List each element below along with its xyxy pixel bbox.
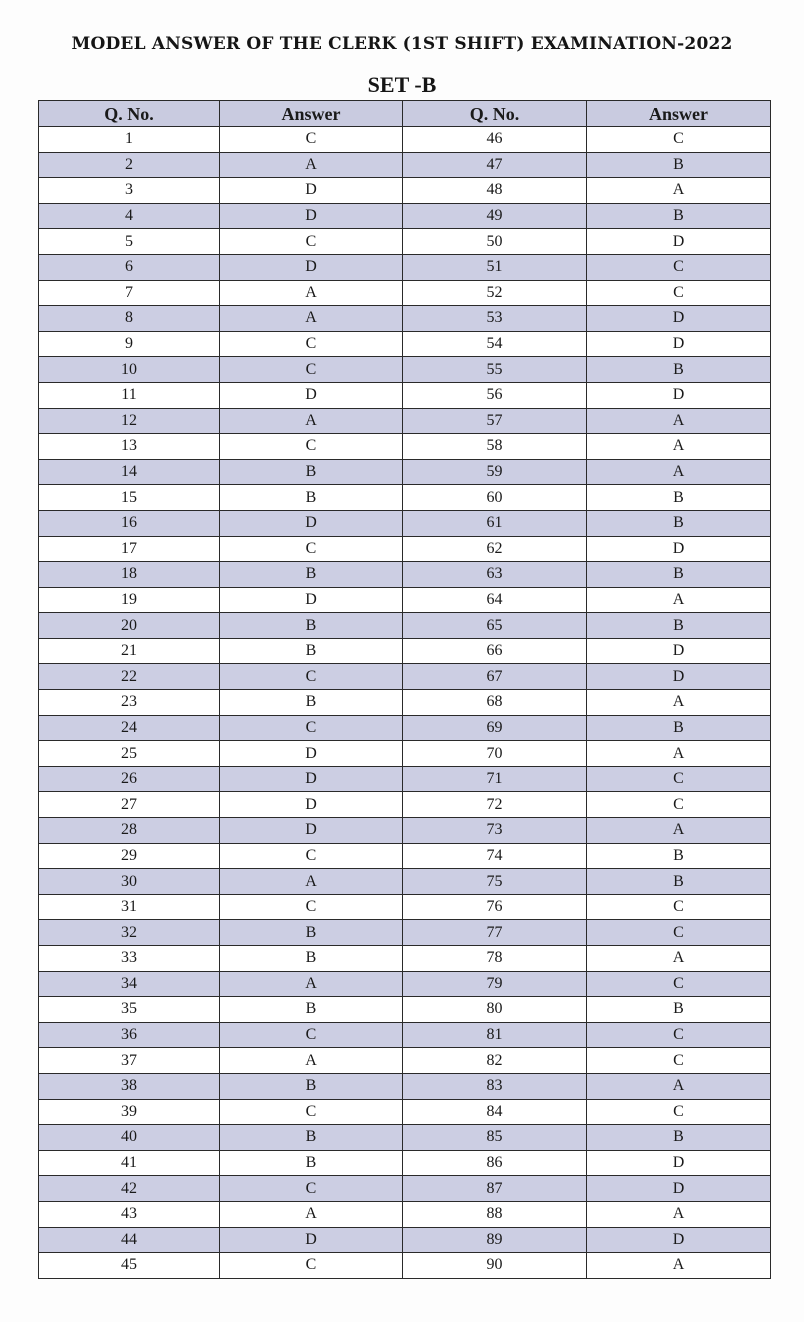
cell-answer-right: B: [587, 1125, 771, 1151]
cell-question-number-left: 9: [39, 331, 220, 357]
table-row: [39, 1073, 771, 1099]
cell-answer-left: A: [220, 280, 403, 306]
cell-question-number-left: 36: [39, 1022, 220, 1048]
cell-question-number-left: 33: [39, 946, 220, 972]
cell-answer-right: D: [587, 229, 771, 255]
cell-question-number-left: 15: [39, 485, 220, 511]
cell-answer-right: C: [587, 1022, 771, 1048]
cell-answer-right: C: [587, 766, 771, 792]
cell-question-number-left: 12: [39, 408, 220, 434]
table-row: [39, 843, 771, 869]
cell-answer-left: D: [220, 382, 403, 408]
cell-question-number-right: 80: [403, 997, 587, 1023]
table-row: [39, 1125, 771, 1151]
cell-question-number-left: 38: [39, 1073, 220, 1099]
table-row: [39, 280, 771, 306]
table-row: [39, 510, 771, 536]
cell-answer-left: B: [220, 946, 403, 972]
cell-question-number-left: 6: [39, 254, 220, 280]
cell-answer-right: A: [587, 459, 771, 485]
cell-answer-left: A: [220, 152, 403, 178]
cell-answer-right: D: [587, 536, 771, 562]
set-label: SET -B: [367, 72, 437, 97]
table-row: [39, 946, 771, 972]
cell-answer-left: C: [220, 331, 403, 357]
cell-answer-left: D: [220, 741, 403, 767]
cell-answer-right: B: [587, 152, 771, 178]
cell-question-number-left: 45: [39, 1253, 220, 1279]
cell-question-number-right: 87: [403, 1176, 587, 1202]
cell-question-number-right: 90: [403, 1253, 587, 1279]
cell-answer-left: C: [220, 1099, 403, 1125]
cell-question-number-left: 34: [39, 971, 220, 997]
cell-question-number-left: 24: [39, 715, 220, 741]
cell-answer-right: C: [587, 792, 771, 818]
cell-answer-right: C: [587, 894, 771, 920]
cell-question-number-right: 85: [403, 1125, 587, 1151]
cell-answer-right: D: [587, 331, 771, 357]
cell-question-number-right: 53: [403, 306, 587, 332]
cell-answer-right: B: [587, 562, 771, 588]
cell-answer-left: C: [220, 1022, 403, 1048]
cell-question-number-right: 46: [403, 127, 587, 153]
cell-answer-right: B: [587, 510, 771, 536]
table-row: [39, 408, 771, 434]
cell-answer-left: A: [220, 306, 403, 332]
table-row: [39, 664, 771, 690]
cell-question-number-left: 29: [39, 843, 220, 869]
cell-answer-right: D: [587, 382, 771, 408]
cell-answer-left: B: [220, 613, 403, 639]
table-row: [39, 254, 771, 280]
cell-question-number-left: 26: [39, 766, 220, 792]
cell-question-number-right: 49: [403, 203, 587, 229]
cell-answer-right: C: [587, 1048, 771, 1074]
cell-question-number-right: 59: [403, 459, 587, 485]
cell-question-number-right: 58: [403, 434, 587, 460]
cell-question-number-right: 89: [403, 1227, 587, 1253]
cell-answer-left: D: [220, 254, 403, 280]
cell-answer-left: D: [220, 818, 403, 844]
table-row: [39, 485, 771, 511]
cell-answer-left: A: [220, 869, 403, 895]
cell-answer-right: A: [587, 587, 771, 613]
cell-answer-right: D: [587, 1150, 771, 1176]
cell-answer-left: C: [220, 843, 403, 869]
cell-question-number-right: 83: [403, 1073, 587, 1099]
cell-answer-right: B: [587, 203, 771, 229]
cell-answer-right: C: [587, 280, 771, 306]
header-answer-left: Answer: [220, 101, 403, 127]
table-row: [39, 818, 771, 844]
table-row: [39, 1048, 771, 1074]
cell-question-number-right: 88: [403, 1201, 587, 1227]
table-row: [39, 741, 771, 767]
table-row: [39, 613, 771, 639]
cell-answer-left: C: [220, 1253, 403, 1279]
table-row: [39, 229, 771, 255]
table-row: [39, 1201, 771, 1227]
cell-question-number-left: 23: [39, 690, 220, 716]
cell-answer-right: B: [587, 613, 771, 639]
cell-question-number-left: 4: [39, 203, 220, 229]
cell-question-number-left: 43: [39, 1201, 220, 1227]
cell-answer-right: A: [587, 818, 771, 844]
table-row: [39, 152, 771, 178]
cell-answer-left: D: [220, 203, 403, 229]
cell-answer-right: A: [587, 1253, 771, 1279]
cell-answer-left: C: [220, 357, 403, 383]
cell-question-number-left: 13: [39, 434, 220, 460]
cell-answer-right: A: [587, 690, 771, 716]
cell-answer-right: A: [587, 1073, 771, 1099]
table-row: [39, 178, 771, 204]
cell-answer-right: B: [587, 843, 771, 869]
cell-question-number-right: 60: [403, 485, 587, 511]
table-row: [39, 971, 771, 997]
cell-question-number-left: 7: [39, 280, 220, 306]
table-row: [39, 1099, 771, 1125]
cell-question-number-right: 73: [403, 818, 587, 844]
cell-question-number-left: 32: [39, 920, 220, 946]
cell-answer-left: A: [220, 971, 403, 997]
cell-answer-right: A: [587, 434, 771, 460]
cell-question-number-right: 67: [403, 664, 587, 690]
cell-answer-left: B: [220, 1150, 403, 1176]
cell-question-number-right: 77: [403, 920, 587, 946]
cell-answer-left: B: [220, 690, 403, 716]
cell-answer-left: D: [220, 1227, 403, 1253]
table-row: [39, 1022, 771, 1048]
cell-question-number-right: 68: [403, 690, 587, 716]
table-row: [39, 203, 771, 229]
cell-answer-right: C: [587, 920, 771, 946]
table-row: [39, 894, 771, 920]
cell-question-number-left: 14: [39, 459, 220, 485]
cell-answer-left: B: [220, 1073, 403, 1099]
table-body: [39, 127, 771, 1279]
cell-question-number-right: 79: [403, 971, 587, 997]
cell-question-number-right: 55: [403, 357, 587, 383]
cell-answer-left: C: [220, 127, 403, 153]
cell-answer-right: A: [587, 1201, 771, 1227]
table-row: [39, 715, 771, 741]
cell-question-number-left: 18: [39, 562, 220, 588]
cell-answer-left: C: [220, 664, 403, 690]
table-row: [39, 638, 771, 664]
cell-answer-right: A: [587, 408, 771, 434]
cell-question-number-left: 1: [39, 127, 220, 153]
table-header-row: [39, 101, 771, 127]
cell-question-number-right: 54: [403, 331, 587, 357]
cell-answer-right: C: [587, 254, 771, 280]
cell-answer-left: C: [220, 434, 403, 460]
cell-answer-right: A: [587, 741, 771, 767]
cell-question-number-left: 31: [39, 894, 220, 920]
cell-question-number-left: 30: [39, 869, 220, 895]
cell-answer-left: B: [220, 997, 403, 1023]
cell-answer-left: C: [220, 536, 403, 562]
cell-answer-left: D: [220, 792, 403, 818]
cell-question-number-right: 82: [403, 1048, 587, 1074]
cell-answer-right: C: [587, 127, 771, 153]
cell-question-number-right: 76: [403, 894, 587, 920]
table-row: [39, 920, 771, 946]
cell-answer-right: D: [587, 638, 771, 664]
cell-answer-left: C: [220, 715, 403, 741]
table-row: [39, 690, 771, 716]
cell-question-number-right: 64: [403, 587, 587, 613]
cell-question-number-left: 16: [39, 510, 220, 536]
cell-question-number-right: 57: [403, 408, 587, 434]
cell-answer-right: B: [587, 715, 771, 741]
cell-question-number-right: 56: [403, 382, 587, 408]
table-row: [39, 1227, 771, 1253]
cell-question-number-right: 50: [403, 229, 587, 255]
cell-answer-left: A: [220, 1048, 403, 1074]
table-row: [39, 997, 771, 1023]
table-row: [39, 331, 771, 357]
cell-answer-right: A: [587, 946, 771, 972]
table-row: [39, 382, 771, 408]
cell-question-number-left: 8: [39, 306, 220, 332]
page-title: MODEL ANSWER OF THE CLERK (1ST SHIFT) EXAMINATION-2022: [71, 34, 733, 54]
cell-question-number-right: 47: [403, 152, 587, 178]
cell-answer-right: B: [587, 869, 771, 895]
header-answer-right: Answer: [587, 101, 771, 127]
cell-question-number-left: 11: [39, 382, 220, 408]
cell-question-number-right: 63: [403, 562, 587, 588]
cell-answer-left: D: [220, 510, 403, 536]
table-row: [39, 792, 771, 818]
cell-answer-left: B: [220, 459, 403, 485]
cell-answer-left: B: [220, 638, 403, 664]
cell-answer-left: A: [220, 408, 403, 434]
cell-answer-left: B: [220, 1125, 403, 1151]
cell-answer-right: D: [587, 306, 771, 332]
table-row: [39, 459, 771, 485]
cell-question-number-left: 37: [39, 1048, 220, 1074]
cell-question-number-left: 3: [39, 178, 220, 204]
cell-question-number-right: 62: [403, 536, 587, 562]
cell-question-number-right: 65: [403, 613, 587, 639]
cell-question-number-right: 78: [403, 946, 587, 972]
cell-question-number-left: 20: [39, 613, 220, 639]
answer-key-table: [38, 100, 771, 1279]
cell-question-number-left: 39: [39, 1099, 220, 1125]
cell-answer-left: B: [220, 562, 403, 588]
cell-question-number-right: 66: [403, 638, 587, 664]
cell-question-number-right: 48: [403, 178, 587, 204]
cell-question-number-right: 69: [403, 715, 587, 741]
table-row: [39, 766, 771, 792]
cell-question-number-left: 17: [39, 536, 220, 562]
cell-question-number-right: 72: [403, 792, 587, 818]
cell-question-number-left: 27: [39, 792, 220, 818]
table-row: [39, 1150, 771, 1176]
table-row: [39, 434, 771, 460]
table-row: [39, 1176, 771, 1202]
cell-question-number-right: 71: [403, 766, 587, 792]
cell-answer-right: D: [587, 1176, 771, 1202]
cell-question-number-left: 25: [39, 741, 220, 767]
cell-answer-right: D: [587, 1227, 771, 1253]
table-row: [39, 1253, 771, 1279]
cell-question-number-right: 75: [403, 869, 587, 895]
cell-question-number-right: 81: [403, 1022, 587, 1048]
cell-answer-left: C: [220, 1176, 403, 1202]
cell-answer-right: B: [587, 485, 771, 511]
cell-question-number-left: 10: [39, 357, 220, 383]
cell-question-number-right: 70: [403, 741, 587, 767]
cell-question-number-left: 5: [39, 229, 220, 255]
table-row: [39, 587, 771, 613]
header-question-number-left: Q. No.: [39, 101, 220, 127]
table-row: [39, 536, 771, 562]
cell-answer-left: C: [220, 894, 403, 920]
table-row: [39, 127, 771, 153]
cell-question-number-left: 40: [39, 1125, 220, 1151]
cell-question-number-right: 51: [403, 254, 587, 280]
cell-answer-left: B: [220, 920, 403, 946]
cell-question-number-left: 44: [39, 1227, 220, 1253]
cell-answer-left: C: [220, 229, 403, 255]
table-row: [39, 869, 771, 895]
cell-question-number-left: 19: [39, 587, 220, 613]
cell-question-number-left: 2: [39, 152, 220, 178]
cell-answer-left: D: [220, 587, 403, 613]
cell-question-number-right: 61: [403, 510, 587, 536]
cell-question-number-right: 74: [403, 843, 587, 869]
cell-answer-right: B: [587, 997, 771, 1023]
cell-answer-left: B: [220, 485, 403, 511]
cell-answer-right: C: [587, 1099, 771, 1125]
cell-question-number-left: 21: [39, 638, 220, 664]
cell-question-number-right: 84: [403, 1099, 587, 1125]
header-question-number-right: Q. No.: [403, 101, 587, 127]
table-row: [39, 562, 771, 588]
table-row: [39, 357, 771, 383]
cell-question-number-right: 86: [403, 1150, 587, 1176]
cell-question-number-left: 41: [39, 1150, 220, 1176]
cell-question-number-left: 28: [39, 818, 220, 844]
cell-answer-right: C: [587, 971, 771, 997]
cell-answer-left: D: [220, 178, 403, 204]
cell-question-number-left: 42: [39, 1176, 220, 1202]
cell-answer-right: A: [587, 178, 771, 204]
cell-question-number-right: 52: [403, 280, 587, 306]
cell-question-number-left: 22: [39, 664, 220, 690]
cell-answer-right: D: [587, 664, 771, 690]
table-row: [39, 306, 771, 332]
cell-answer-right: B: [587, 357, 771, 383]
cell-answer-left: A: [220, 1201, 403, 1227]
cell-answer-left: D: [220, 766, 403, 792]
cell-question-number-left: 35: [39, 997, 220, 1023]
